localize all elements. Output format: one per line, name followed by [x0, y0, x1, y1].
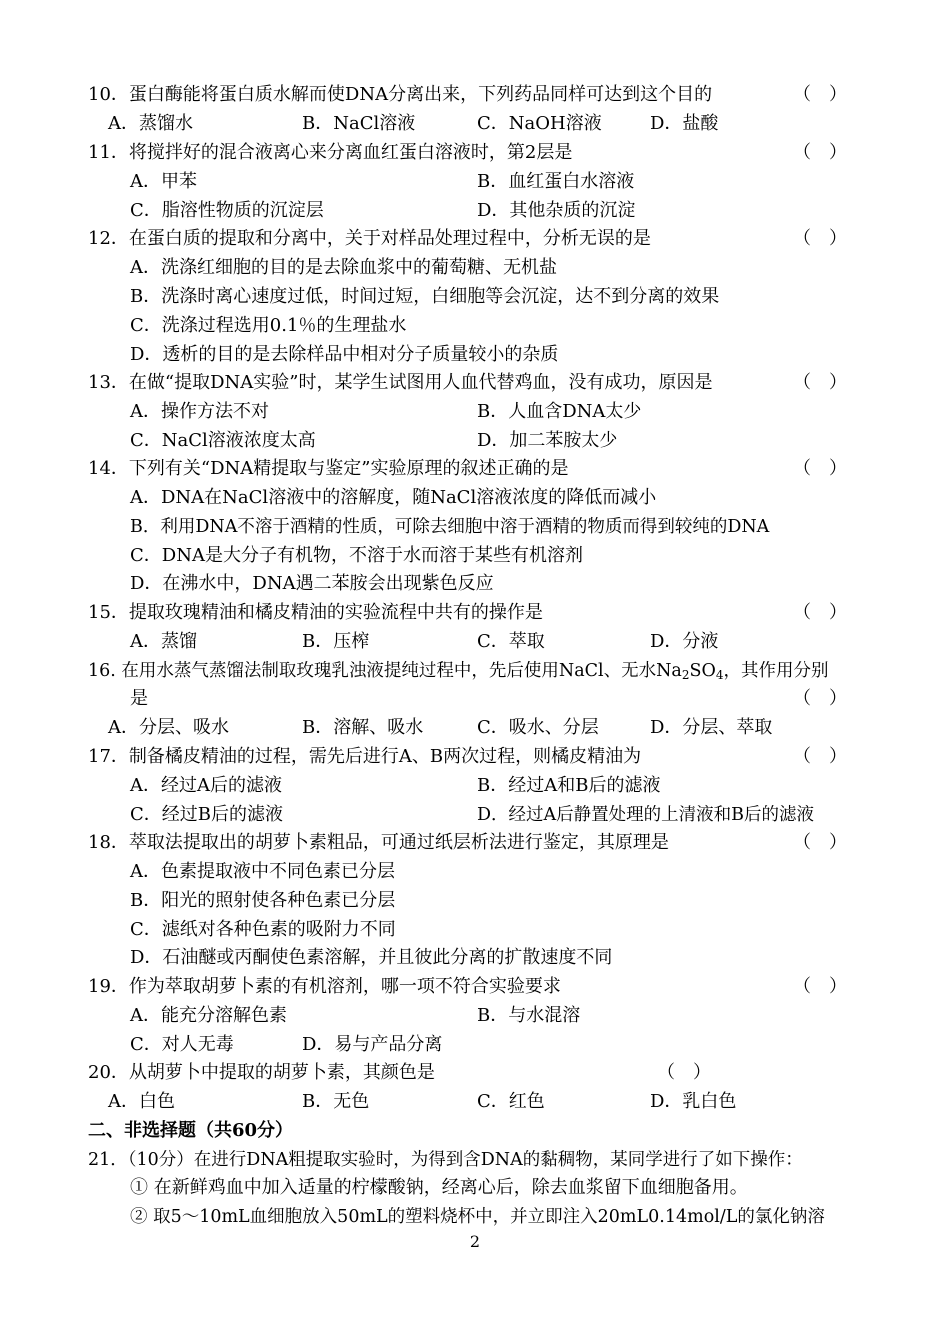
question-13-stem: 13．在做“提取DNA实验”时，某学生试图用人血代替鸡血，没有成功，原因是	[88, 372, 713, 393]
option: B．压榨	[302, 631, 370, 652]
option: D．在沸水中，DNA遇二苯胺会出现紫色反应	[130, 573, 494, 594]
option: D．易与产品分离	[302, 1034, 443, 1055]
question-19-stem: 19．作为萃取胡萝卜素的有机溶剂，哪一项不符合实验要求	[88, 976, 561, 997]
question-14-stem: 14．下列有关“DNA精提取与鉴定”实验原理的叙述正确的是	[88, 458, 569, 479]
section-heading: 二、非选择题（共60分）	[88, 1120, 294, 1141]
question-16-stem: 16. 在用水蒸气蒸馏法制取玫瑰乳浊液提纯过程中，先后使用NaCl、无水$Na_2SO_4$，其作用分别	[88, 661, 829, 682]
option: B．经过A和B后的滤液	[477, 775, 661, 796]
option: B．血红蛋白水溶液	[477, 171, 635, 192]
option: A．分层、吸水	[108, 717, 229, 738]
question-20-stem: 20．从胡萝卜中提取的胡萝卜素，其颜色是	[88, 1062, 435, 1083]
option: C．NaOH溶液	[477, 113, 602, 134]
answer-paren: （ ）	[657, 1062, 711, 1083]
option: C．脂溶性物质的沉淀层	[130, 200, 324, 221]
option: C．红色	[477, 1091, 545, 1112]
answer-paren: （ ）	[793, 84, 847, 105]
question-21-step: ② 取5～10mL血细胞放入50mL的塑料烧杯中，并立即注入20mL0.14mol/L的氯化钠溶	[130, 1207, 825, 1227]
option: C．萃取	[477, 631, 545, 652]
option: B．与水混溶	[477, 1005, 581, 1026]
option: C．滤纸对各种色素的吸附力不同	[130, 919, 396, 940]
option: B．无色	[302, 1091, 370, 1112]
option: B．NaCl溶液	[302, 113, 416, 134]
answer-paren: （ ）	[793, 602, 847, 623]
option: B．利用DNA不溶于酒精的性质，可除去细胞中溶于酒精的物质而得到较纯的DNA	[130, 517, 770, 537]
answer-paren: （ ）	[793, 976, 847, 997]
answer-paren: （ ）	[793, 832, 847, 853]
option: D．分层、萃取	[650, 717, 773, 738]
option: A．经过A后的滤液	[130, 775, 282, 796]
option: C．对人无毒	[130, 1034, 234, 1055]
option: D．分液	[650, 631, 719, 652]
answer-paren: （ ）	[793, 458, 847, 479]
option: D．盐酸	[650, 113, 719, 134]
option: D．乳白色	[650, 1091, 737, 1112]
option: B．人血含DNA太少	[477, 401, 642, 422]
page-number: 2	[469, 1232, 481, 1251]
option: B．洗涤时离心速度过低，时间过短，白细胞等会沉淀，达不到分离的效果	[130, 286, 720, 307]
option: D．经过A后静置处理的上清液和B后的滤液	[477, 805, 815, 825]
option: A．能充分溶解色素	[130, 1005, 287, 1026]
option: A．DNA在NaCl溶液中的溶解度，随NaCl溶液浓度的降低而减小	[130, 487, 657, 508]
question-15-stem: 15．提取玫瑰精油和橘皮精油的实验流程中共有的操作是	[88, 602, 543, 623]
option: D．加二苯胺太少	[477, 430, 618, 451]
question-10-stem: 10．蛋白酶能将蛋白质水解而使DNA分离出来，下列药品同样可达到这个目的	[88, 84, 713, 105]
option: A．色素提取液中不同色素已分层	[130, 861, 395, 882]
question-11-stem: 11．将搅拌好的混合液离心来分离血红蛋白溶液时，第2层是	[88, 142, 573, 163]
question-21-step: ① 在新鲜鸡血中加入适量的柠檬酸钠，经离心后，除去血浆留下血细胞备用。	[130, 1177, 748, 1198]
answer-paren: （ ）	[793, 746, 847, 767]
option: B．阳光的照射使各种色素已分层	[130, 890, 396, 911]
question-18-stem: 18．萃取法提取出的胡萝卜素粗品，可通过纸层析法进行鉴定，其原理是	[88, 832, 669, 853]
option: C．吸水、分层	[477, 717, 599, 738]
question-16-stem-continued: 是	[130, 688, 148, 709]
option: A．甲苯	[130, 171, 197, 192]
option: B．溶解、吸水	[302, 717, 424, 738]
question-21-stem: 21．（10分）在进行DNA粗提取实验时，为得到含DNA的黏稠物，某同学进行了如下操作：	[88, 1150, 803, 1170]
answer-paren: （ ）	[793, 372, 847, 393]
option: A．蒸馏水	[108, 113, 193, 134]
option: C．经过B后的滤液	[130, 804, 283, 825]
option: D．石油醚或丙酮使色素溶解，并且彼此分离的扩散速度不同	[130, 947, 613, 968]
question-12-stem: 12．在蛋白质的提取和分离中，关于对样品处理过程中，分析无误的是	[88, 228, 651, 249]
answer-paren: （ ）	[793, 142, 847, 163]
option: C．DNA是大分子有机物，不溶于水而溶于某些有机溶剂	[130, 545, 583, 566]
option: C．洗涤过程选用0.1％的生理盐水	[130, 315, 407, 336]
option: A．白色	[108, 1091, 175, 1112]
question-17-stem: 17．制备橘皮精油的过程，需先后进行A、B两次过程，则橘皮精油为	[88, 746, 642, 767]
answer-paren: （ ）	[793, 228, 847, 249]
answer-paren: （ ）	[793, 688, 847, 709]
option: D．其他杂质的沉淀	[477, 200, 636, 221]
option: D．透析的目的是去除样品中相对分子质量较小的杂质	[130, 344, 559, 365]
option: C．NaCl溶液浓度太高	[130, 430, 316, 451]
option: A．操作方法不对	[130, 401, 269, 422]
option: A．洗涤红细胞的目的是去除血浆中的葡萄糖、无机盐	[130, 257, 557, 278]
option: A．蒸馏	[130, 631, 197, 652]
